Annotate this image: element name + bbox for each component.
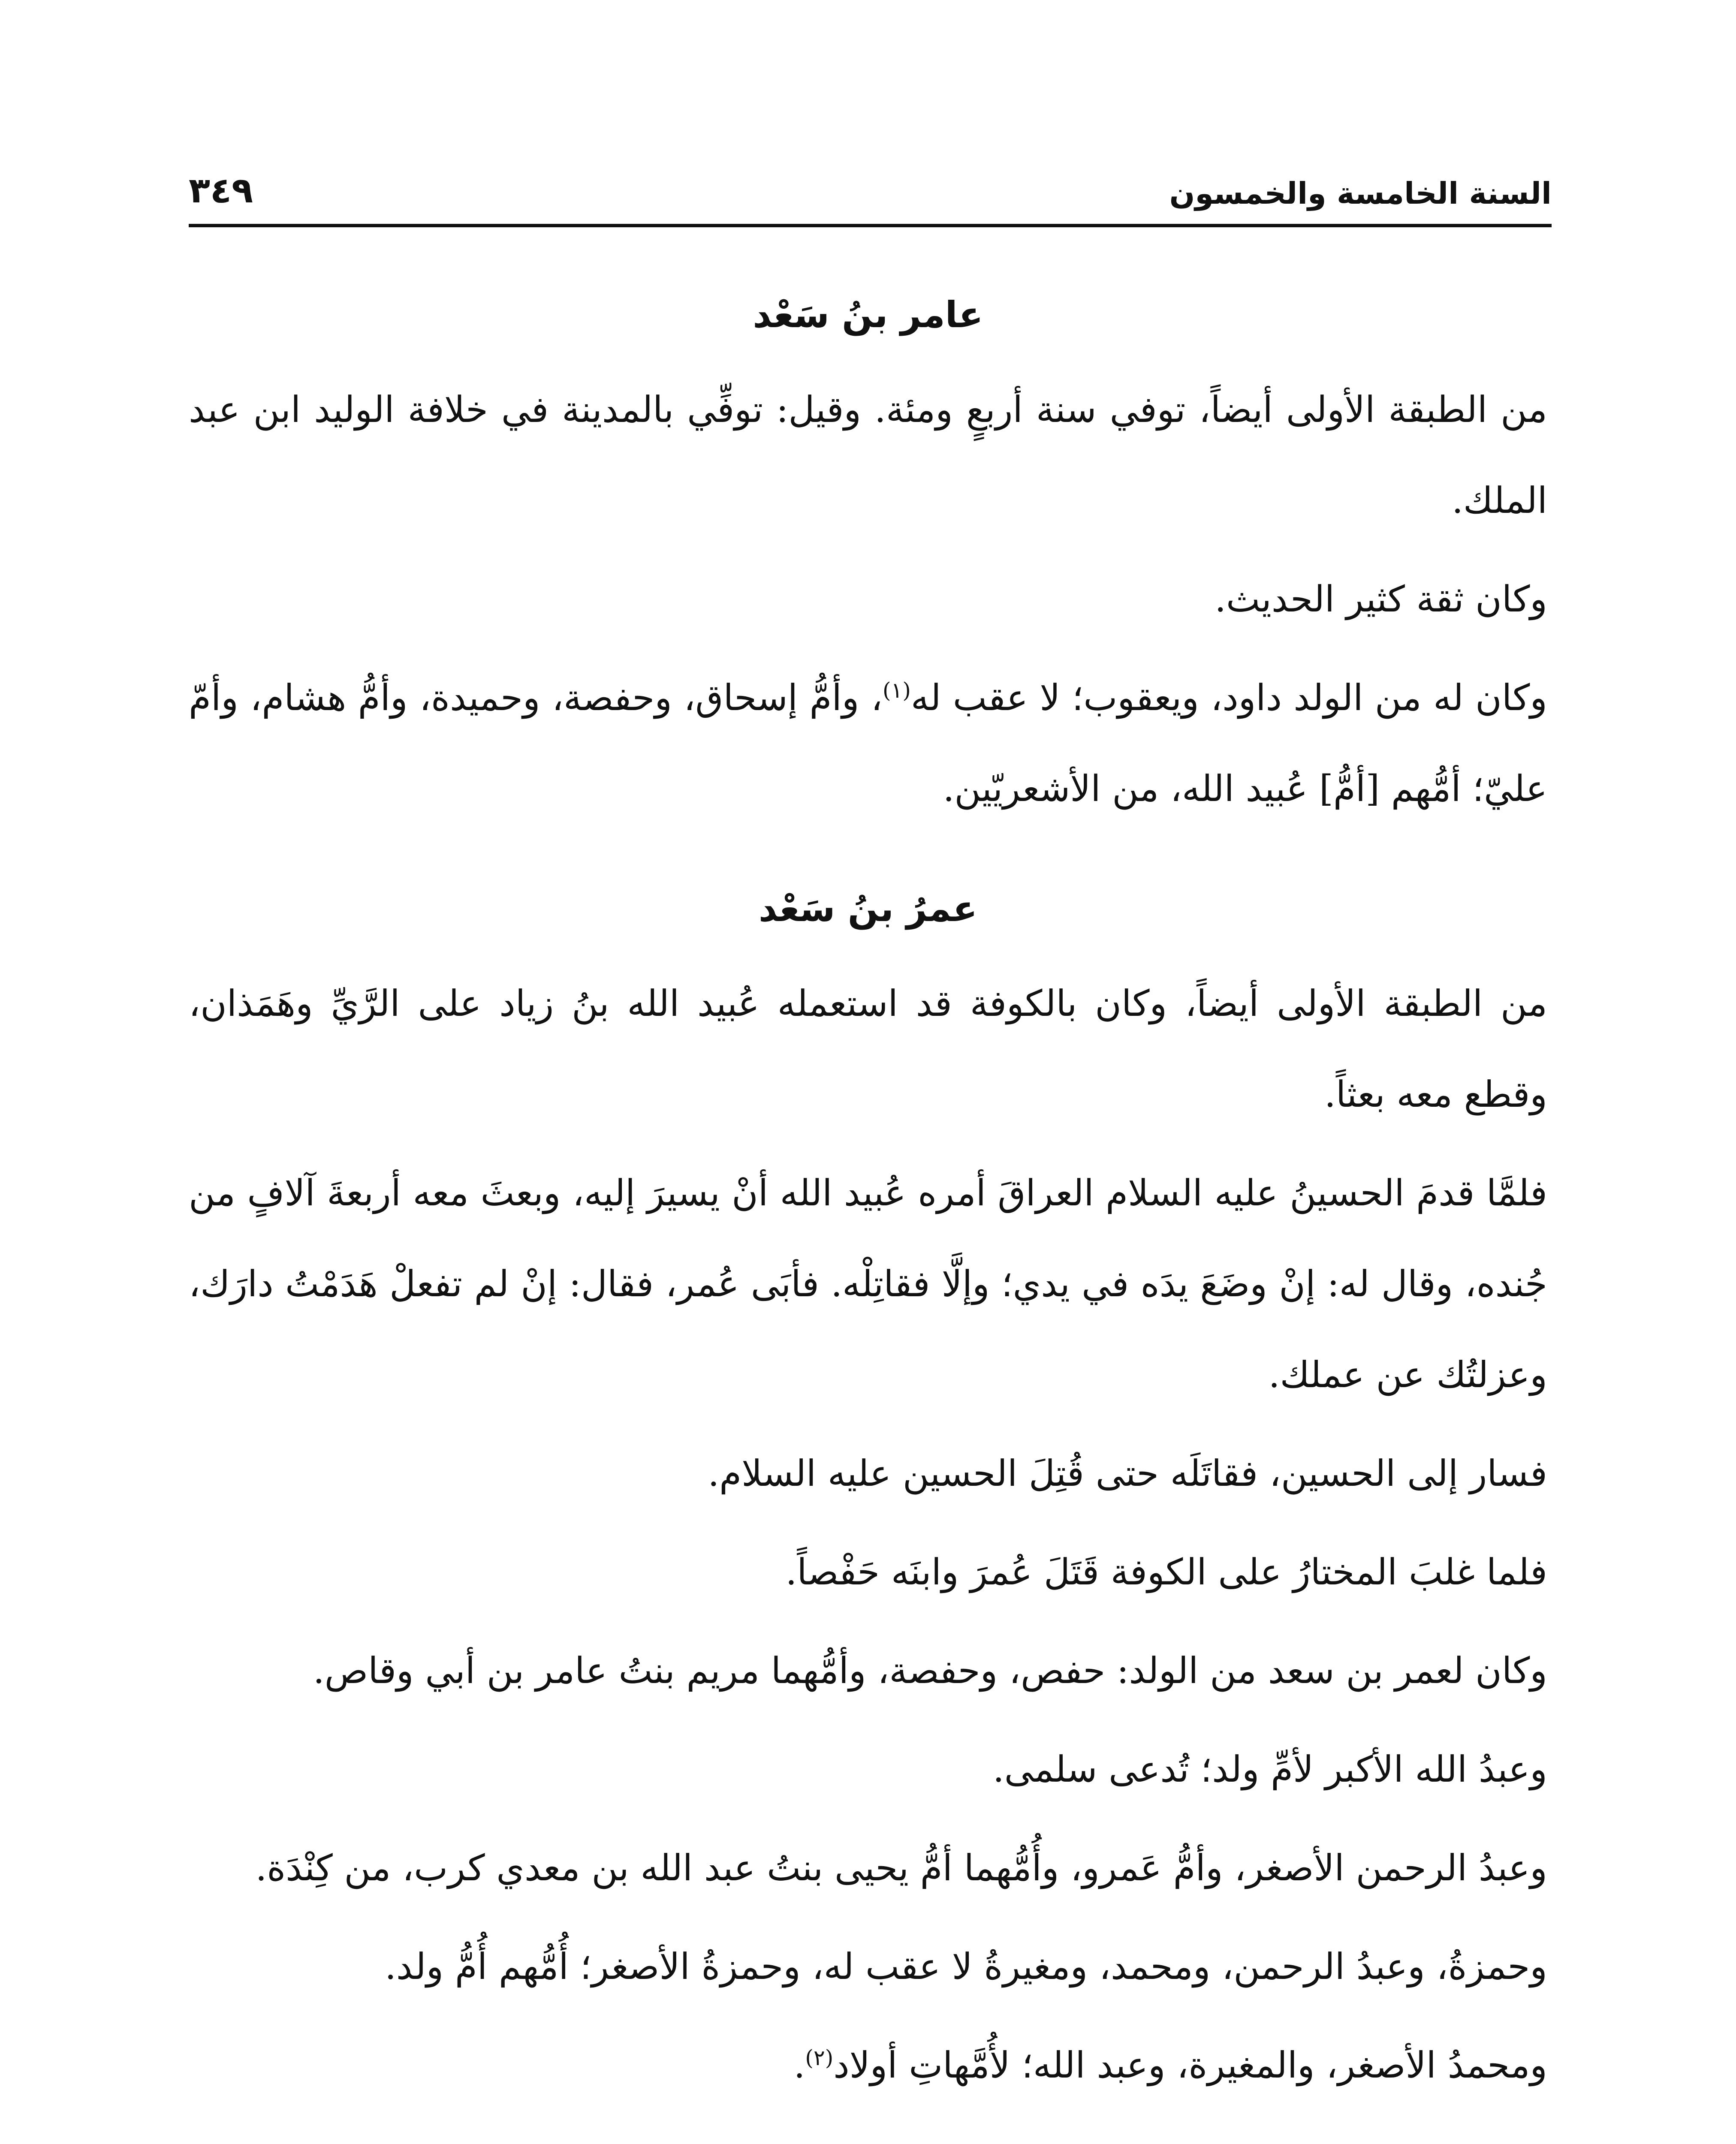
paragraph: فسار إلى الحسين، فقاتَلَه حتى قُتِلَ الحسين عليه السلام.: [708, 1452, 1547, 1495]
footnote-ref: (١): [882, 678, 911, 703]
paragraph-text: .: [793, 2044, 805, 2087]
running-title: السنة الخامسة والخمسون: [1169, 176, 1552, 211]
paragraph: من الطبقة الأولى أيضاً، توفي سنة أربعٍ ومئة. وقيل: توفِّي بالمدينة في خلافة الوليد ابن عبد الملك.: [189, 388, 1547, 522]
paragraph: وعبدُ الرحمن الأصغر، وأمُّ عَمرو، وأُمُّهما أمُّ يحيى بنتُ عبد الله بن معدي كرب، من كِنْدَة.: [255, 1847, 1547, 1889]
paragraph-text: ومحمدُ الأصغر، والمغيرة، وعبد الله؛ لأُمَّهاتِ أولاد: [833, 2044, 1547, 2087]
paragraph: من الطبقة الأولى أيضاً، وكان بالكوفة قد استعمله عُبيد الله بنُ زياد على الرَّيِّ وهَمَذان، وقطع معه بعثاً.: [189, 982, 1547, 1116]
section-title-amir: عامر بنُ سَعْد: [753, 294, 983, 336]
page-body: [189, 292, 1547, 2111]
paragraph: وحمزةُ، وعبدُ الرحمن، ومحمد، ومغيرةُ لا عقب له، وحمزةُ الأصغر؛ أُمُّهم أُمُّ ولد.: [385, 1945, 1547, 1988]
footnote-ref: (٢): [805, 2045, 834, 2071]
paragraph: فلما غلبَ المختارُ على الكوفة قَتَلَ عُمرَ وابنَه حَفْصاً.: [785, 1551, 1547, 1593]
paragraph-text: وكان له من الولد داود، ويعقوب؛ لا عقب له: [910, 677, 1547, 719]
paragraph: وكان لعمر بن سعد من الولد: حفص، وحفصة، وأمُّهما مريم بنتُ عامر بن أبي وقاص.: [313, 1650, 1547, 1692]
page-header: [189, 142, 1552, 227]
paragraph: فلمَّا قدمَ الحسينُ عليه السلام العراقَ أمره عُبيد الله أنْ يسيرَ إليه، وبعثَ معه أربعةَ آلافٍ من جُنده، وقال له: إنْ وضَعَ يدَه في يدي؛ وإلَّا فقاتِلْه. فأبَى عُمر، فقال: إنْ لم تفعلْ هَدَمْتُ دارَك، وعزلتُك عن عملك.: [189, 1172, 1547, 1396]
paragraph: وعبدُ الله الأكبر لأمِّ ولد؛ تُدعى سلمى.: [993, 1748, 1547, 1791]
paragraph: [189, 2020, 1547, 2111]
page-number: ٣٤٩: [189, 170, 253, 211]
paragraph-text: ، وأمُّ إسحاق، وحفصة، وحميدة، وأمُّ هشام، وأمّ عليّ؛ أمُّهم [أمُّ] عُبيد الله، من الأشعريّين.: [189, 677, 1547, 810]
paragraph: [189, 652, 1547, 834]
section-title-umar: عمرُ بنُ سَعْد: [758, 888, 978, 930]
paragraph: وكان ثقة كثير الحديث.: [1215, 578, 1547, 620]
